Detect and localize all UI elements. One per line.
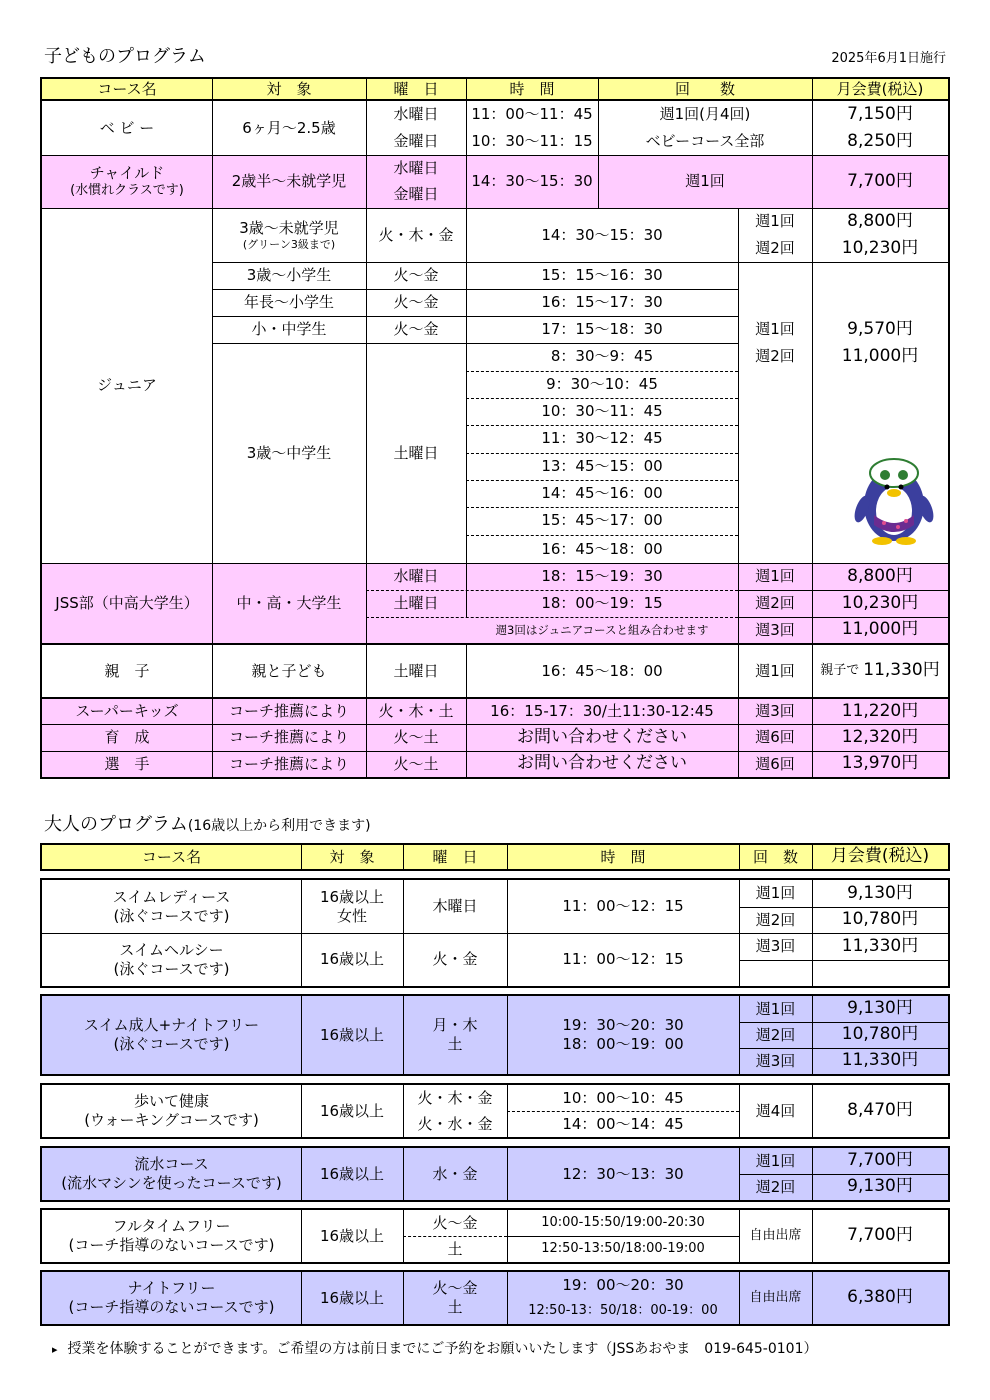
junior-row1-target-note: (グリーン3級まで): [242, 237, 336, 251]
senshu-target: コーチ推薦により: [228, 754, 349, 773]
adult-header-count: 回 数: [752, 847, 798, 866]
child-day-2: 金曜日: [393, 185, 439, 204]
walking-count: 週4回: [755, 1101, 796, 1120]
nightplus-name-cell: [42, 996, 301, 1074]
child-count: 週1回: [685, 172, 725, 191]
nightfree-count: 自由出席: [749, 1289, 802, 1305]
ikusei-time: お問い合わせください: [517, 726, 687, 747]
nightplus-count-1: 週1回: [755, 999, 796, 1018]
junior-row1-count-2: 週2回: [755, 239, 795, 258]
adult-header-day: 曜 日: [432, 847, 478, 866]
flowing-fee-1: 7,700円: [847, 1150, 913, 1171]
junior-sat-target: 3歳～中学生: [246, 443, 332, 462]
nightfree-name-cell: [42, 1272, 301, 1324]
senshu-count: 週6回: [755, 754, 795, 773]
flowing-note: (流水マシンを使ったコースです): [61, 1174, 282, 1192]
parent-name: 親 子: [104, 661, 150, 680]
parent-target: 親と子ども: [251, 661, 327, 680]
junior-sat-time-6: 14：45～16：00: [541, 484, 663, 503]
senshu-name: 選 手: [104, 754, 150, 773]
adult-walking-block: [40, 1083, 950, 1139]
ladies-target-1: 16歳以上: [319, 887, 385, 906]
junior-row3-target: 年長～小学生: [243, 293, 334, 312]
parent-fee-cell: [812, 645, 948, 697]
adult-header-course: コース名: [141, 847, 202, 866]
junior-count-1: 週1回: [755, 320, 795, 339]
adult-header-fee: 月会費(税込): [830, 846, 930, 867]
baby-day-2: 金曜日: [393, 132, 439, 151]
fulltime-name: フルタイムフリー: [112, 1217, 231, 1236]
flowing-name-cell: [42, 1148, 301, 1200]
junior-row2-target: 3歳～小学生: [246, 266, 332, 285]
jss-count-3: 週3回: [755, 620, 795, 639]
swim-fee-2: 10,780円: [841, 909, 919, 930]
junior-sat-days: 土曜日: [393, 443, 439, 462]
jss-time-1: 18：15～19：30: [541, 567, 663, 586]
footer-marker-icon: ▸: [52, 1343, 58, 1356]
ladies-time: 11：00～12：15: [562, 897, 684, 916]
header-course: コース名: [97, 79, 157, 98]
jss-count-1: 週1回: [755, 567, 795, 586]
baby-target: 6ヶ月～2.5歳: [242, 118, 336, 137]
junior-sat-time-1: 8：30～9：45: [550, 347, 654, 366]
healthy-target: 16歳以上: [319, 950, 385, 969]
junior-sat-time-7: 15：45～17：00: [541, 511, 663, 530]
ladies-days: 木曜日: [432, 897, 478, 916]
swim-count-2: 週2回: [755, 910, 796, 929]
junior-row4-time: 17：15～18：30: [541, 320, 663, 339]
healthy-days: 火・金: [432, 950, 478, 969]
junior-row4-days: 火～金: [393, 320, 439, 339]
parent-days: 土曜日: [393, 661, 439, 680]
baby-name: ベ ビ ー: [99, 118, 155, 137]
super-fee: 11,220円: [841, 700, 919, 721]
nightplus-days-1: 月・木: [432, 1016, 478, 1035]
senshu-time: お問い合わせください: [517, 753, 687, 774]
flowing-days: 水・金: [432, 1164, 478, 1183]
header-fee: 月会費(税込): [836, 79, 924, 98]
super-target: コーチ推薦により: [228, 702, 349, 721]
child-target: 2歳半～未就学児: [231, 172, 347, 191]
adult-flowing-block: [40, 1146, 950, 1202]
junior-row2-days: 火～金: [393, 266, 439, 285]
jss-fee-1: 8,800円: [847, 565, 913, 586]
nightfree-target: 16歳以上: [319, 1288, 385, 1307]
ladies-name: スイムレディース: [112, 887, 231, 906]
jss-note: 週3回はジュニアコースと組み合わせます: [495, 622, 709, 637]
senshu-days: 火～土: [393, 754, 439, 773]
child-name: チャイルド: [89, 164, 165, 182]
junior-row1-fee-2: 10,230円: [841, 237, 919, 258]
adult-title: 大人のプログラム: [44, 814, 188, 835]
healthy-time: 11：00～12：15: [562, 950, 684, 969]
swim-count-3: 週3回: [755, 937, 796, 956]
ikusei-fee: 12,320円: [841, 726, 919, 747]
fulltime-days-1: 火～金: [432, 1213, 478, 1232]
nightplus-time-cell: [507, 996, 739, 1074]
child-name-cell: [42, 155, 212, 208]
flowing-fee-2: 9,130円: [847, 1176, 913, 1197]
parent-fee-prefix: 親子で: [820, 662, 860, 678]
nightfree-days-1: 火～金: [432, 1279, 478, 1298]
jss-time-2: 18：00～19：15: [541, 594, 663, 613]
junior-row1-days: 火・木・金: [378, 225, 454, 244]
healthy-note: (泳ぐコースです): [113, 959, 230, 978]
swim-fee-3: 11,330円: [841, 935, 919, 956]
super-days: 火・木・土: [378, 702, 454, 721]
penguin-mascot-icon: [854, 453, 934, 545]
ladies-note: (泳ぐコースです): [113, 906, 230, 925]
adult-title-note: (16歳以上から利用できます): [187, 818, 371, 834]
fulltime-time-1: 10:00-15:50/19:00-20:30: [541, 1214, 705, 1230]
walking-days-2: 火・水・金: [417, 1114, 493, 1133]
nightfree-days-2: 土: [447, 1298, 463, 1316]
nightfree-days-cell: [403, 1272, 507, 1324]
header-time: 時 間: [509, 79, 555, 98]
nightplus-days-cell: [403, 996, 507, 1074]
footer-text: 授業を体験することができます。ご希望の方は前日までにご予約をお願いいたします（JSSあおやま 019-645-0101）: [67, 1341, 818, 1357]
junior-sat-time-5: 13：45～15：00: [541, 457, 663, 476]
junior-row2-time: 15：15～16：30: [541, 266, 663, 285]
nightfree-time-2: 12:50-13：50/18：00-19：00: [528, 1302, 718, 1318]
header-day: 曜 日: [393, 79, 439, 98]
child-time: 14：30～15：30: [471, 172, 593, 191]
healthy-name: スイムヘルシー: [119, 940, 224, 959]
footer-note: [52, 1338, 818, 1358]
jss-target: 中・高・大学生: [236, 593, 342, 612]
jss-day-1: 水曜日: [393, 567, 439, 586]
kids-section-title: 子どものプログラム: [44, 46, 206, 67]
nightplus-name: スイム成人+ナイトフリー: [83, 1016, 260, 1035]
baby-time-2: 10：30～11：15: [471, 132, 593, 151]
adult-header-target: 対 象: [329, 847, 375, 866]
ikusei-days: 火～土: [393, 728, 439, 747]
super-time: 16：15-17：30/土11:30-12:45: [490, 702, 714, 721]
junior-sat-time-4: 11：30～12：45: [541, 429, 663, 448]
junior-name: ジュニア: [97, 376, 157, 395]
nightplus-time-2: 18：00～19：00: [562, 1035, 684, 1053]
junior-sat-time-3: 10：30～11：45: [541, 402, 663, 421]
nightplus-note: (泳ぐコースです): [113, 1035, 230, 1053]
fulltime-count: 自由出席: [749, 1227, 802, 1243]
adult-section-title: [44, 810, 371, 836]
junior-row1-fee-1: 8,800円: [847, 210, 913, 231]
nightplus-fee-1: 9,130円: [847, 998, 913, 1019]
junior-row3-time: 16：15～17：30: [541, 293, 663, 312]
nightfree-note: (コーチ指導のないコースです): [68, 1298, 275, 1316]
ikusei-target: コーチ推薦により: [228, 728, 349, 747]
junior-row4-target: 小・中学生: [251, 320, 327, 339]
effective-date: 2025年6月1日施行: [831, 51, 946, 66]
nightplus-count-2: 週2回: [755, 1025, 796, 1044]
jss-count-2: 週2回: [755, 594, 795, 613]
flowing-count-2: 週2回: [755, 1177, 796, 1196]
junior-row1-target: 3歳～未就学児: [239, 218, 339, 237]
swim-fee-1: 9,130円: [847, 882, 913, 903]
nightfree-time-1: 19：00～20：30: [562, 1275, 684, 1294]
parent-time: 16：45～18：00: [541, 661, 663, 680]
nightfree-name: ナイトフリー: [127, 1279, 216, 1298]
ladies-name-cell: [42, 880, 301, 933]
fulltime-fee: 7,700円: [847, 1225, 913, 1246]
fulltime-note: (コーチ指導のないコースです): [68, 1236, 275, 1254]
walking-name-cell: [42, 1085, 301, 1137]
nightplus-count-3: 週3回: [755, 1051, 796, 1070]
adult-swim-block: [40, 878, 950, 988]
walking-target: 16歳以上: [319, 1101, 385, 1120]
ikusei-count: 週6回: [755, 728, 795, 747]
adult-nightfree-block: [40, 1270, 950, 1326]
child-fee: 7,700円: [847, 170, 913, 191]
fulltime-target: 16歳以上: [319, 1226, 385, 1245]
nightplus-days-2: 土: [447, 1035, 463, 1053]
walking-name: 歩いて健康: [133, 1092, 209, 1111]
super-count: 週3回: [755, 702, 795, 721]
baby-count-1: 週1回(月4回): [659, 105, 751, 124]
jss-fee-3: 11,000円: [841, 619, 919, 640]
fulltime-days-2: 土: [447, 1239, 463, 1258]
super-name: スーパーキッズ: [75, 702, 179, 721]
parent-count: 週1回: [755, 661, 795, 680]
parent-fee: 11,330円: [863, 660, 940, 681]
ladies-target-2: 女性: [336, 906, 367, 925]
walking-days-1: 火・木・金: [417, 1088, 493, 1107]
flowing-name: 流水コース: [134, 1155, 209, 1174]
child-day-1: 水曜日: [393, 158, 439, 177]
baby-fee-1: 7,150円: [847, 103, 913, 124]
baby-day-1: 水曜日: [393, 105, 439, 124]
baby-time-1: 11：00～11：45: [471, 105, 593, 124]
flowing-time: 12：30～13：30: [562, 1164, 684, 1183]
jss-fee-2: 10,230円: [841, 592, 919, 613]
ladies-target-cell: [301, 880, 403, 933]
fulltime-time-2: 12:50-13:50/18:00-19:00: [541, 1240, 705, 1256]
junior-sat-time-8: 16：45～18：00: [541, 539, 663, 558]
healthy-name-cell: [42, 933, 301, 986]
adult-table-header: [40, 843, 950, 871]
kids-table-header: [40, 77, 950, 101]
swim-count-1: 週1回: [755, 884, 796, 903]
baby-count-2: ベビーコース全部: [645, 132, 765, 151]
kids-table: [40, 99, 950, 779]
nightfree-fee: 6,380円: [847, 1287, 913, 1308]
ikusei-name: 育 成: [104, 728, 150, 747]
nightplus-target: 16歳以上: [319, 1025, 385, 1044]
nightplus-time-1: 19：30～20：30: [562, 1016, 684, 1035]
adult-nightplus-block: [40, 994, 950, 1076]
walking-note: (ウォーキングコースです): [84, 1111, 259, 1129]
junior-row3-days: 火～金: [393, 293, 439, 312]
flowing-target: 16歳以上: [319, 1164, 385, 1183]
adult-fulltime-block: [40, 1208, 950, 1264]
header-target: 対 象: [266, 79, 312, 98]
junior-row1-count-1: 週1回: [755, 212, 795, 231]
junior-fee-2: 11,000円: [841, 345, 919, 366]
baby-fee-2: 8,250円: [847, 130, 913, 151]
nightplus-fee-3: 11,330円: [841, 1050, 919, 1071]
adult-header-time: 時 間: [600, 847, 646, 866]
nightplus-fee-2: 10,780円: [841, 1024, 919, 1045]
fulltime-name-cell: [42, 1210, 301, 1262]
walking-time-1: 10：00～10：45: [562, 1088, 684, 1107]
flowing-count-1: 週1回: [755, 1151, 796, 1170]
jss-day-2: 土曜日: [393, 594, 439, 613]
senshu-fee: 13,970円: [841, 753, 919, 774]
child-name-note: (水慣れクラスです): [70, 182, 184, 198]
header-count: 回 数: [674, 79, 735, 98]
jss-name: JSS部（中高大学生）: [55, 593, 199, 612]
walking-time-2: 14：00～14：45: [562, 1114, 684, 1133]
walking-fee: 8,470円: [847, 1100, 913, 1121]
junior-row1-target-cell: [212, 208, 366, 262]
junior-fee-1: 9,570円: [847, 318, 913, 339]
junior-count-2: 週2回: [755, 347, 795, 366]
junior-row1-time: 14：30～15：30: [541, 225, 663, 244]
junior-sat-time-2: 9：30～10：45: [546, 375, 658, 394]
